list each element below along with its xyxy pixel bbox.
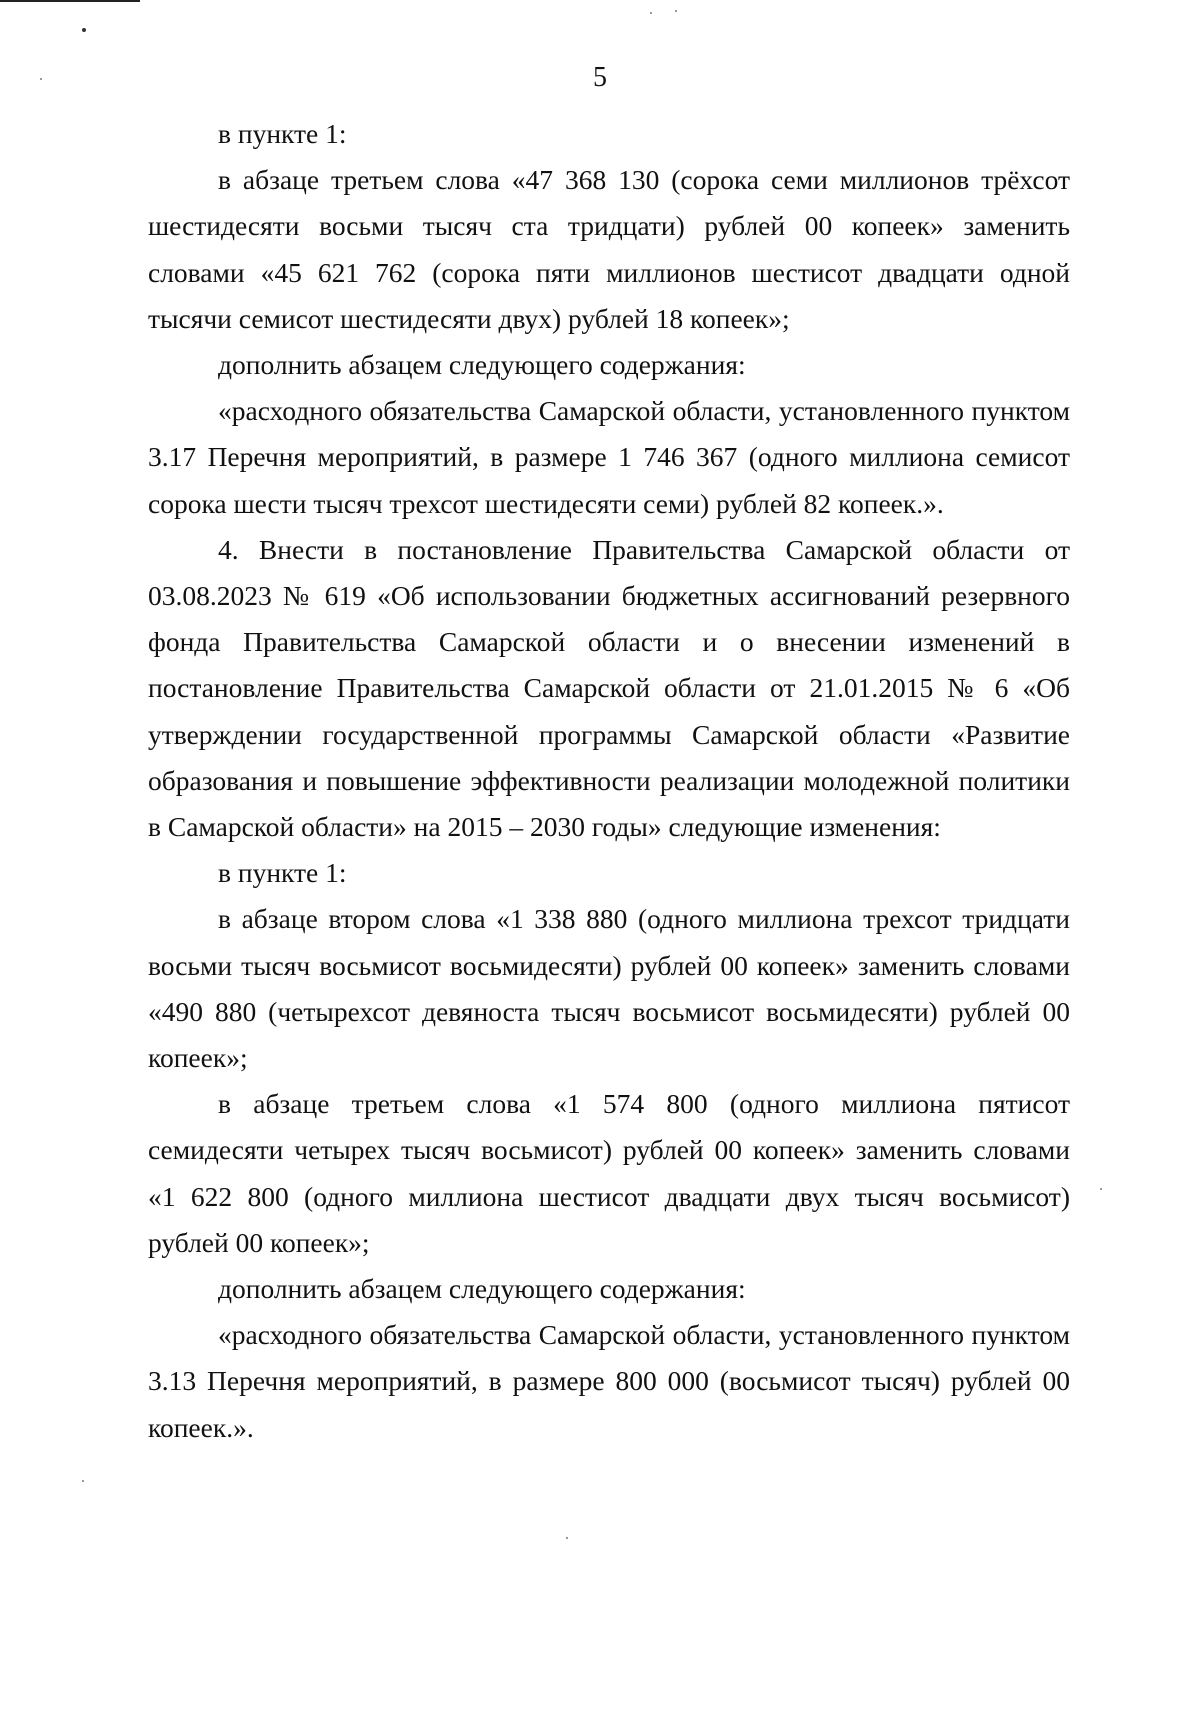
top-edge-rule <box>0 0 140 2</box>
paragraph: дополнить абзацем следующего содержания: <box>218 349 746 381</box>
scan-speck <box>1100 1188 1102 1190</box>
scan-speck <box>82 1480 84 1482</box>
page-number: 5 <box>593 62 607 93</box>
paragraph: в пункте 1: <box>218 857 347 889</box>
document-body <box>148 111 1070 1451</box>
paragraph: в пункте 1: <box>218 118 347 149</box>
scan-speck <box>650 12 652 14</box>
paragraph: в абзаце третьем слова «47 368 130 (сорока семи миллионов трёхсот шестидесяти восьми тысяч ста тридцати) рублей 00 копеек» заменить словами «45 621 762 (сорока пяти миллионов шестисот двадцати одной тысячи семисот шестидесяти двух) рублей 18 копеек»; <box>148 164 1070 334</box>
paragraph: 4. Внести в постановление Правительства Самарской области от 03.08.2023 № 619 «Об использовании бюджетных ассигнований резервного фонда Правительства Самарской области и о внесении изменений в постановление Правительства Самарской области от 21.01.2015 № 6 «Об утверждении государственной программы Самарской области «Развитие образования и повышение эффективности реализации молодежной политики в Самарской области» на 2015 – 2030 годы» следующие изменения: <box>148 533 1070 843</box>
scan-speck <box>82 28 86 32</box>
paragraph: дополнить абзацем следующего содержания: <box>218 1273 746 1305</box>
paragraph: в абзаце втором слова «1 338 880 (одного миллиона трехсот тридцати восьми тысяч восьмисот восьмидесяти) рублей 00 копеек» заменить словами «490 880 (четырехсот девяноста тысяч восьмисот восьмидесяти) рублей 00 копеек»; <box>148 903 1070 1074</box>
paragraph: «расходного обязательства Самарской области, установленного пунктом 3.13 Перечня мероприятий, в размере 800 000 (восьмисот тысяч) рублей 00 копеек.». <box>148 1319 1070 1443</box>
scan-speck <box>675 10 677 12</box>
paragraph: в абзаце третьем слова «1 574 800 (одного миллиона пятисот семидесяти четырех тысяч восьмисот) рублей 00 копеек» заменить словами «1 622 800 (одного миллиона шестисот двадцати двух тысяч восьмисот) рублей 00 копеек»; <box>148 1088 1070 1258</box>
scan-speck <box>566 1537 568 1539</box>
paragraph: «расходного обязательства Самарской области, установленного пунктом 3.17 Перечня мероприятий, в размере 1 746 367 (одного миллиона семисот сорока шести тысяч трехсот шестидесяти семи) рублей 82 копеек.». <box>148 395 1070 519</box>
